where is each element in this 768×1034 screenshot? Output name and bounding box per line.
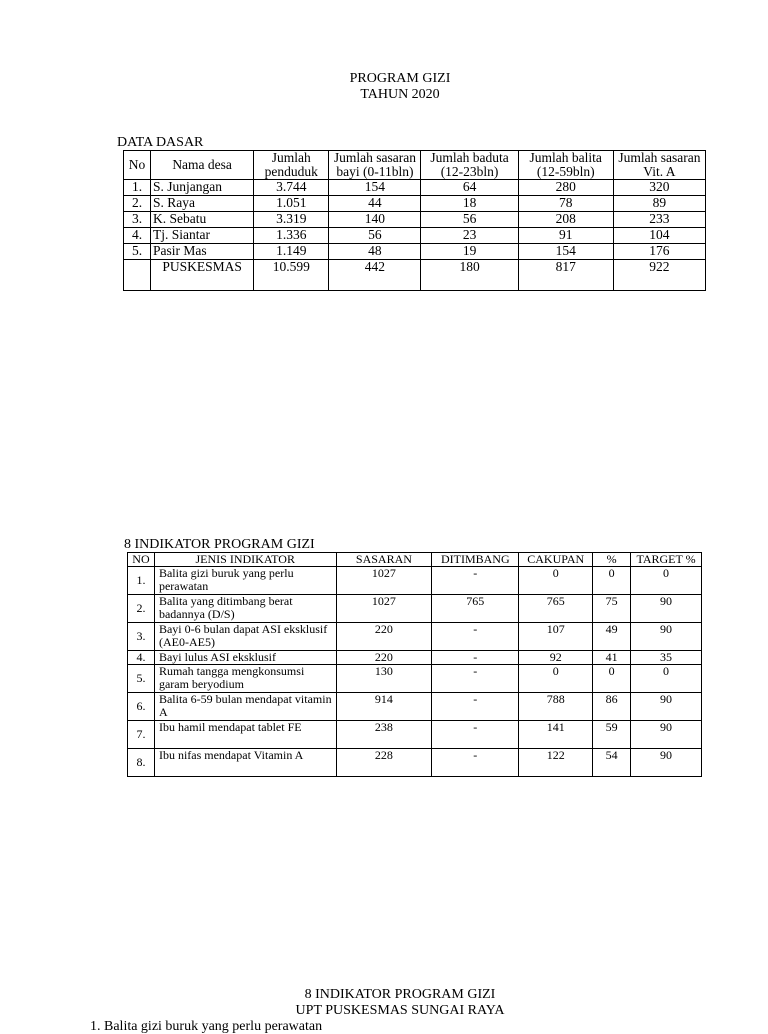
total-cell (124, 260, 151, 291)
table-cell: 90 (631, 721, 702, 749)
table-cell: - (432, 623, 519, 651)
table-cell: 140 (329, 212, 421, 228)
table-cell: 141 (519, 721, 593, 749)
table-cell: 44 (329, 196, 421, 212)
data-dasar-label: DATA DASAR (117, 135, 204, 150)
column-header: Jumlah sasaran Vit. A (613, 151, 705, 180)
column-header: % (593, 553, 631, 567)
table-cell: 208 (518, 212, 613, 228)
table-cell: 0 (631, 567, 702, 595)
total-cell: 442 (329, 260, 421, 291)
table-header-row (124, 151, 706, 180)
indicator-name-cell: Rumah tangga mengkonsumsi garam beryodium (154, 665, 336, 693)
column-header: Jumlah balita (12-59bln) (518, 151, 613, 180)
table-cell: 5. (128, 665, 155, 693)
table-cell: 1027 (336, 567, 432, 595)
village-name-cell: Pasir Mas (151, 244, 254, 260)
table-cell: 3.319 (254, 212, 329, 228)
table-cell: - (432, 665, 519, 693)
indicator-name-cell: Balita yang ditimbang berat badannya (D/S) (154, 595, 336, 623)
table-cell: 176 (613, 244, 705, 260)
table-cell: 3. (128, 623, 155, 651)
table-cell: 86 (593, 693, 631, 721)
table-cell: 154 (518, 244, 613, 260)
table-cell: 154 (329, 180, 421, 196)
table-cell: 233 (613, 212, 705, 228)
indicator-name-cell: Balita gizi buruk yang perlu perawatan (154, 567, 336, 595)
table-cell: - (432, 651, 519, 665)
table-cell: 8. (128, 749, 155, 777)
column-header: TARGET % (631, 553, 702, 567)
village-name-cell: K. Sebatu (151, 212, 254, 228)
total-cell: 180 (421, 260, 518, 291)
table-cell: 3.744 (254, 180, 329, 196)
table-cell: 4. (128, 651, 155, 665)
table-row (128, 567, 702, 595)
table-cell: 280 (518, 180, 613, 196)
village-name-cell: Tj. Siantar (151, 228, 254, 244)
footer-title: 8 INDIKATOR PROGRAM GIZI (304, 987, 496, 1002)
table-row (124, 196, 706, 212)
table-cell: 0 (593, 567, 631, 595)
table-cell: 320 (613, 180, 705, 196)
column-header: No (124, 151, 151, 180)
indicator-name-cell: Ibu hamil mendapat tablet FE (154, 721, 336, 749)
table-cell: 1. (128, 567, 155, 595)
table-row (128, 623, 702, 651)
table-header-row (128, 553, 702, 567)
table-cell: - (432, 749, 519, 777)
total-cell: PUSKESMAS (151, 260, 254, 291)
village-name-cell: S. Raya (151, 196, 254, 212)
table-row (128, 749, 702, 777)
table-cell: 90 (631, 595, 702, 623)
total-cell: 922 (613, 260, 705, 291)
table-cell: 90 (631, 749, 702, 777)
table-cell: 3. (124, 212, 151, 228)
table-cell: 104 (613, 228, 705, 244)
table-cell: 6. (128, 693, 155, 721)
table-cell: 19 (421, 244, 518, 260)
footer-subtitle: UPT PUSKESMAS SUNGAI RAYA (295, 1003, 505, 1018)
page-title: PROGRAM GIZI (349, 71, 451, 86)
table-cell: - (432, 693, 519, 721)
table-cell: 107 (519, 623, 593, 651)
column-header: Jumlah baduta (12-23bln) (421, 151, 518, 180)
column-header: Nama desa (151, 151, 254, 180)
village-name-cell: S. Junjangan (151, 180, 254, 196)
table-cell: 56 (421, 212, 518, 228)
footer-list-item: 1. Balita gizi buruk yang perlu perawatan (90, 1019, 323, 1034)
indikator-table (127, 552, 702, 777)
table-cell: 1.336 (254, 228, 329, 244)
table-cell: 220 (336, 651, 432, 665)
table-cell: 788 (519, 693, 593, 721)
table-row (124, 212, 706, 228)
table-cell: 1027 (336, 595, 432, 623)
table-row (128, 665, 702, 693)
table-cell: 41 (593, 651, 631, 665)
table-cell: 7. (128, 721, 155, 749)
table-cell: 0 (631, 665, 702, 693)
table-cell: 64 (421, 180, 518, 196)
total-cell: 817 (518, 260, 613, 291)
table-cell: 18 (421, 196, 518, 212)
table-cell: 0 (593, 665, 631, 693)
table-cell: 4. (124, 228, 151, 244)
table-cell: 914 (336, 693, 432, 721)
table-cell: 89 (613, 196, 705, 212)
table-cell: 1.149 (254, 244, 329, 260)
table-row (124, 180, 706, 196)
page-subtitle: TAHUN 2020 (360, 87, 440, 102)
table-cell: 78 (518, 196, 613, 212)
table-cell: 23 (421, 228, 518, 244)
table-cell: 49 (593, 623, 631, 651)
indicator-name-cell: Ibu nifas mendapat Vitamin A (154, 749, 336, 777)
table-cell: 765 (432, 595, 519, 623)
table-cell: 0 (519, 567, 593, 595)
table-cell: 5. (124, 244, 151, 260)
table-cell: 122 (519, 749, 593, 777)
indikator-label: 8 INDIKATOR PROGRAM GIZI (124, 537, 315, 552)
table-row (128, 693, 702, 721)
table-cell: 56 (329, 228, 421, 244)
column-header: SASARAN (336, 553, 432, 567)
table-cell: 2. (124, 196, 151, 212)
table-row (124, 244, 706, 260)
table-cell: 0 (519, 665, 593, 693)
total-cell: 10.599 (254, 260, 329, 291)
table-cell: 90 (631, 623, 702, 651)
table-row (128, 651, 702, 665)
data-dasar-table (123, 150, 706, 291)
table-cell: 35 (631, 651, 702, 665)
table-cell: 75 (593, 595, 631, 623)
table-cell: 130 (336, 665, 432, 693)
table-cell: 92 (519, 651, 593, 665)
indicator-name-cell: Bayi lulus ASI eksklusif (154, 651, 336, 665)
table-cell: 2. (128, 595, 155, 623)
table-cell: 54 (593, 749, 631, 777)
column-header: Jumlah sasaran bayi (0-11bln) (329, 151, 421, 180)
table-cell: 1.051 (254, 196, 329, 212)
table-cell: 1. (124, 180, 151, 196)
column-header: JENIS INDIKATOR (154, 553, 336, 567)
table-row (128, 595, 702, 623)
column-header: CAKUPAN (519, 553, 593, 567)
column-header: NO (128, 553, 155, 567)
table-cell: 59 (593, 721, 631, 749)
table-cell: 238 (336, 721, 432, 749)
table-cell: 228 (336, 749, 432, 777)
table-cell: 91 (518, 228, 613, 244)
column-header: DITIMBANG (432, 553, 519, 567)
column-header: Jumlah penduduk (254, 151, 329, 180)
table-cell: - (432, 567, 519, 595)
indicator-name-cell: Bayi 0-6 bulan dapat ASI eksklusif (AE0-AE5) (154, 623, 336, 651)
table-cell: 48 (329, 244, 421, 260)
table-row (124, 228, 706, 244)
indicator-name-cell: Balita 6-59 bulan mendapat vitamin A (154, 693, 336, 721)
table-cell: - (432, 721, 519, 749)
table-cell: 765 (519, 595, 593, 623)
table-cell: 220 (336, 623, 432, 651)
table-cell: 90 (631, 693, 702, 721)
total-row (124, 260, 706, 291)
table-row (128, 721, 702, 749)
